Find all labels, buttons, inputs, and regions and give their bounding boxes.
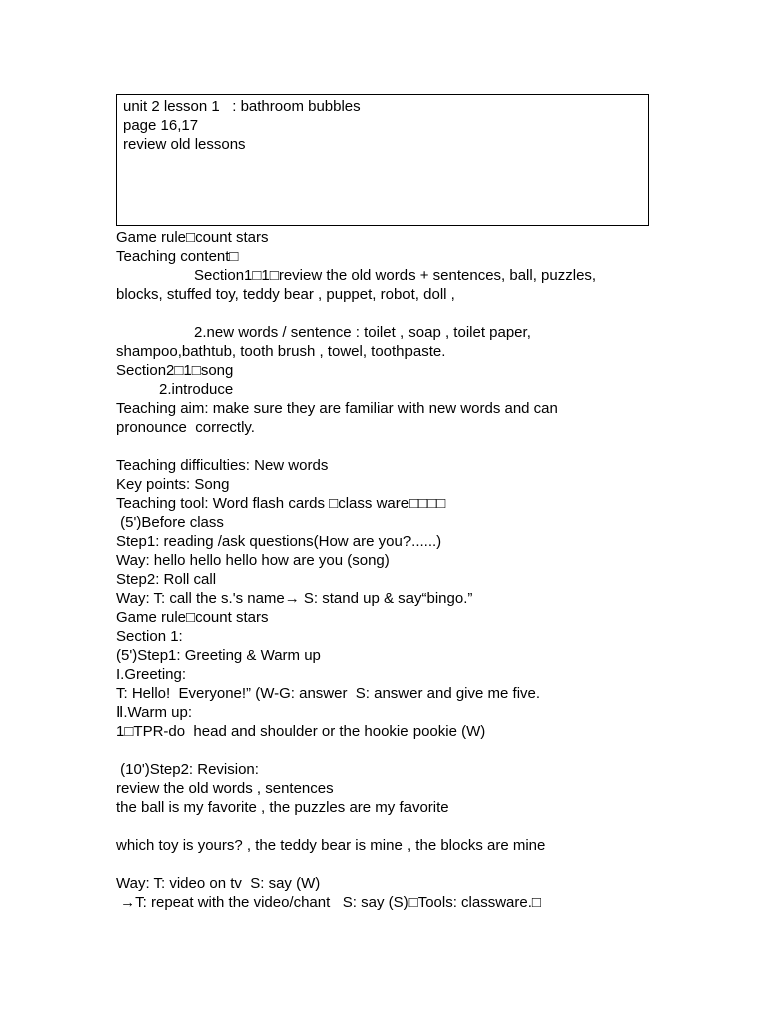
revision-step-line: (10')Step2: Revision: (116, 761, 259, 778)
lesson-title: unit 2 lesson 1 : bathroom bubbles (123, 98, 361, 115)
section1-item2-line: 2.new words / sentence : toilet , soap , toilet paper, (194, 324, 531, 341)
blank-line (116, 855, 656, 874)
lesson-pages: page 16,17 (123, 117, 199, 134)
revision-sentence-2: which toy is yours? , the teddy bear is mine , the blocks are mine (116, 837, 546, 854)
greeting-heading: I.Greeting: (116, 666, 187, 683)
teaching-difficulties-line: Teaching difficulties: New words (116, 457, 329, 474)
lesson-plan-body (116, 228, 656, 912)
step1-line: Step1: reading /ask questions(How are you?......) (116, 533, 442, 550)
section1-item2-continued: shampoo,bathtub, tooth brush , towel, toothpaste. (116, 343, 446, 360)
step2-line: Step2: Roll call (116, 571, 217, 588)
blank-line (116, 817, 656, 836)
teaching-tool-line: Teaching tool: Word flash cards □class ware□□□□ (116, 495, 446, 512)
section2-line: Section2□1□song (116, 362, 234, 379)
before-class-line: (5')Before class (116, 514, 224, 531)
revision-review-line: review the old words , sentences (116, 780, 334, 797)
lesson-header-box (116, 94, 649, 226)
game-rule-line-2: Game rule□count stars (116, 609, 269, 626)
teaching-aim-line: Teaching aim: make sure they are familiar with new words and can (116, 400, 558, 417)
greeting-dialogue-line: T: Hello! Everyone!” (W-G: answer S: answer and give me five. (116, 685, 541, 702)
teaching-content-heading: Teaching content□ (116, 248, 239, 265)
section2-item2-line: 2.introduce (159, 381, 234, 398)
step1-way-line: Way: hello hello hello how are you (song) (116, 552, 390, 569)
lesson-note: review old lessons (123, 136, 246, 153)
revision-way-line: Way: T: video on tv S: say (W) (116, 875, 321, 892)
greeting-step-line: (5')Step1: Greeting & Warm up (116, 647, 321, 664)
step2-way-line: Way: T: call the s.'s name→ S: stand up & say“bingo.” (116, 590, 473, 607)
key-points-line: Key points: Song (116, 476, 230, 493)
section1-item1-continued: blocks, stuffed toy, teddy bear , puppet, robot, doll , (116, 286, 455, 303)
blank-line (116, 304, 656, 323)
revision-sentence-1: the ball is my favorite , the puzzles are my favorite (116, 799, 449, 816)
warm-up-heading: Ⅱ.Warm up: (116, 704, 193, 721)
revision-repeat-line: →T: repeat with the video/chant S: say (S)□Tools: classware.□ (116, 894, 541, 911)
teaching-aim-continued: pronounce correctly. (116, 419, 255, 436)
section1-heading: Section 1: (116, 628, 183, 645)
tpr-line: 1□TPR-do head and shoulder or the hookie pookie (W) (116, 723, 486, 740)
blank-line (116, 437, 656, 456)
game-rule-line: Game rule□count stars (116, 229, 269, 246)
blank-line (116, 741, 656, 760)
section1-item1-line: Section1□1□review the old words + sentences, ball, puzzles, (194, 267, 597, 284)
